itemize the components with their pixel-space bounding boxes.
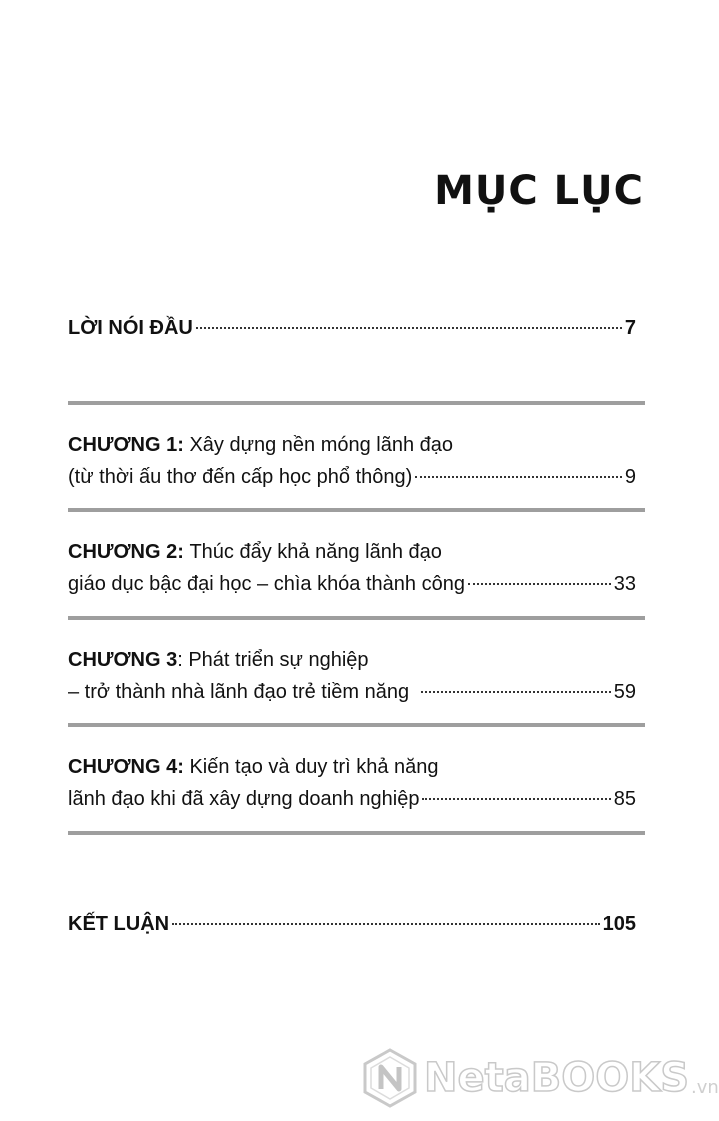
entry-page-number: 9	[624, 466, 636, 488]
divider-rule	[68, 616, 645, 620]
toc-entry-conclusion[interactable]	[68, 908, 636, 940]
chapter-title-line1: Phát triển sự nghiệp	[188, 649, 369, 671]
page-title: MỤC LỤC	[434, 168, 644, 214]
chapter-label: CHƯƠNG 2:	[68, 541, 184, 563]
netabooks-logo-icon	[362, 1048, 418, 1108]
divider-rule	[68, 401, 645, 405]
entry-page-number: 7	[624, 317, 636, 339]
divider-rule	[68, 723, 645, 727]
dot-leader	[415, 476, 622, 478]
entry-label: LỜI NÓI ĐẦU	[68, 317, 193, 339]
entry-page-number: 85	[613, 788, 636, 810]
entry-page-number: 59	[613, 681, 636, 703]
watermark	[362, 1046, 719, 1110]
chapter-title-line1: Xây dựng nền móng lãnh đạo	[189, 434, 454, 456]
chapter-title-line1: Kiến tạo và duy trì khả năng	[189, 756, 439, 778]
dot-leader	[172, 923, 600, 925]
toc-entry-chapter-1[interactable]	[68, 429, 636, 493]
entry-page-number: 33	[613, 573, 636, 595]
dot-leader	[421, 691, 611, 693]
chapter-label: CHƯƠNG 3	[68, 649, 178, 671]
chapter-title-line2: (từ thời ấu thơ đến cấp học phổ thông)	[68, 466, 413, 488]
chapter-title-line2: giáo dục bậc đại học – chìa khóa thành công	[68, 573, 465, 595]
chapter-label: CHƯƠNG 4:	[68, 756, 184, 778]
chapter-title-line1: Thúc đẩy khả năng lãnh đạo	[189, 541, 442, 563]
dot-leader	[196, 327, 622, 329]
entry-page-number: 105	[602, 913, 636, 935]
toc-entry-chapter-4[interactable]	[68, 751, 636, 815]
watermark-brand: NetaBOOKS	[424, 1055, 690, 1101]
entry-label: KẾT LUẬN	[68, 913, 170, 935]
dot-leader	[468, 583, 611, 585]
toc-entry-chapter-3[interactable]	[68, 644, 636, 708]
chapter-title-line2: – trở thành nhà lãnh đạo trẻ tiềm năng	[68, 681, 410, 703]
divider-rule	[68, 831, 645, 835]
divider-rule	[68, 508, 645, 512]
toc-entry-preface[interactable]	[68, 312, 636, 344]
chapter-title-line2: lãnh đạo khi đã xây dựng doanh nghiệp	[68, 788, 420, 810]
watermark-suffix: .vn	[691, 1077, 719, 1098]
dot-leader	[422, 798, 610, 800]
chapter-label: CHƯƠNG 1:	[68, 434, 184, 456]
toc-entry-chapter-2[interactable]	[68, 536, 636, 600]
chapter-colon: :	[177, 649, 183, 671]
